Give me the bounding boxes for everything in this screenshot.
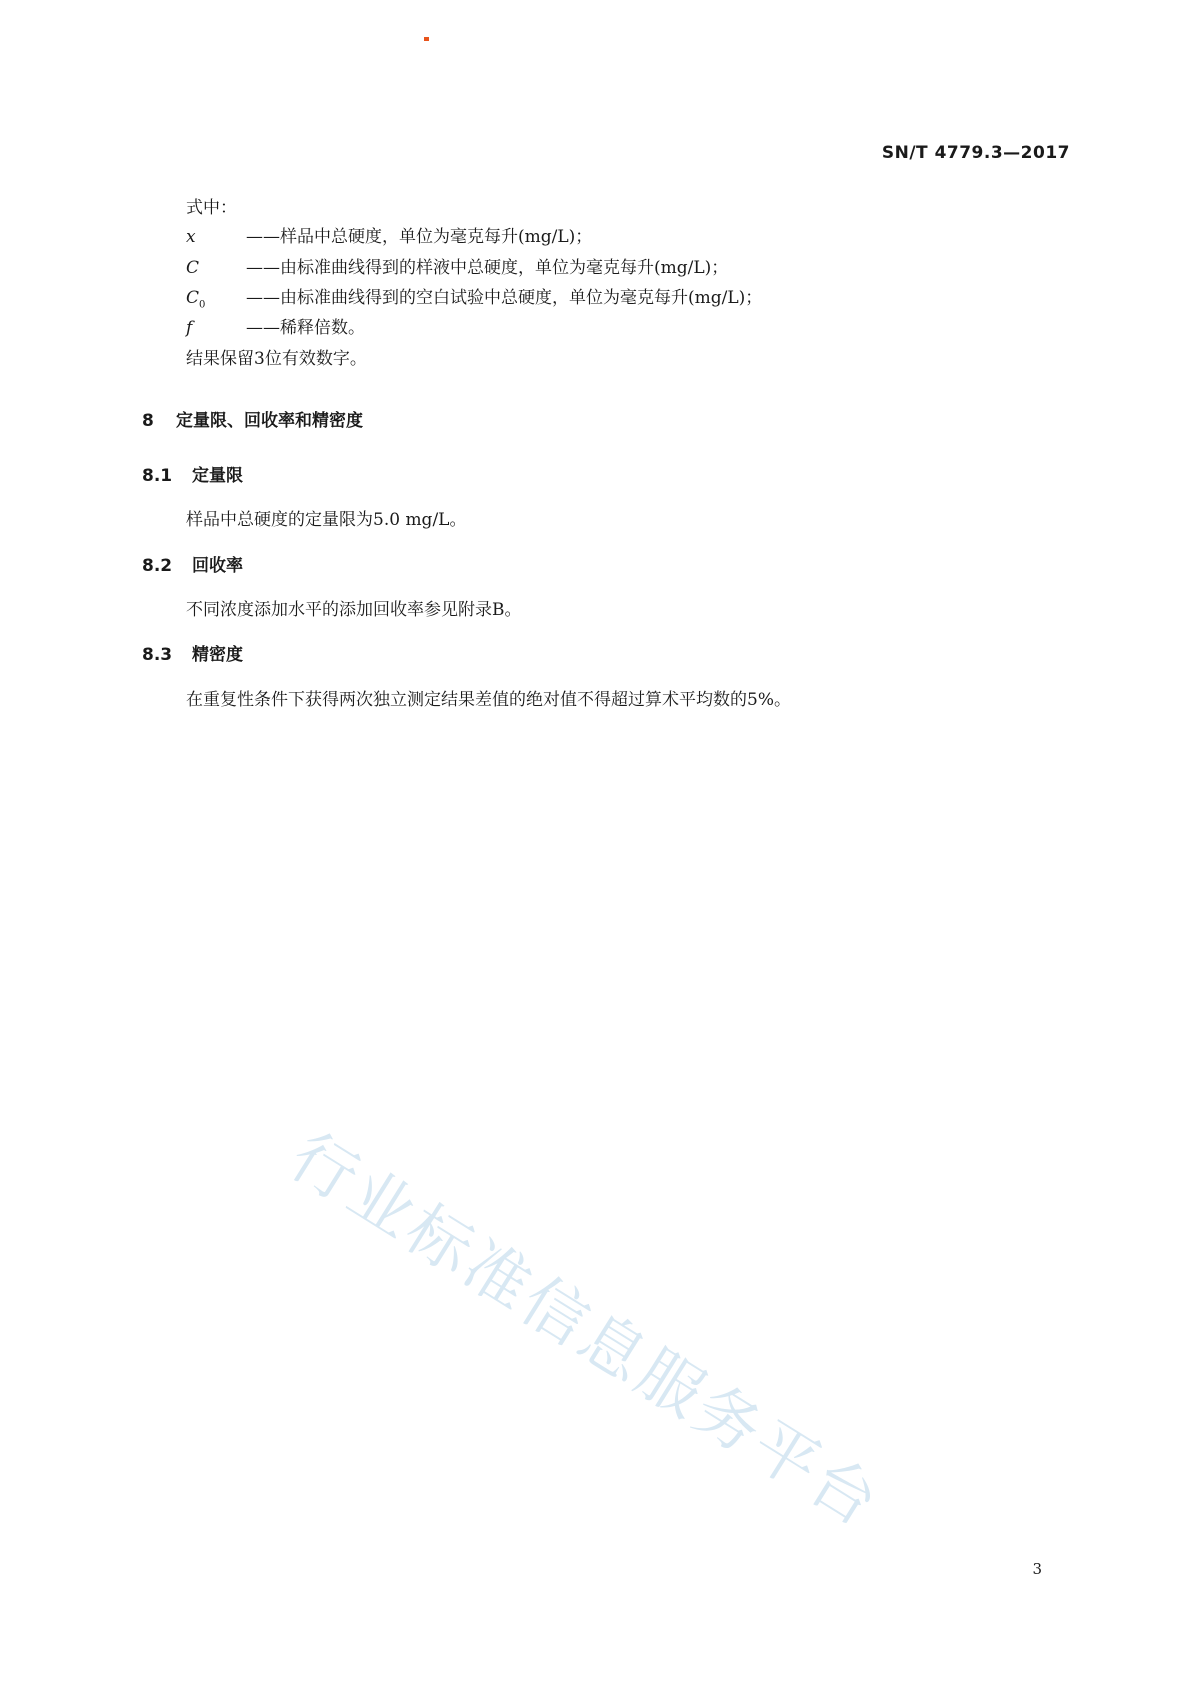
section-8-1-text: 样品中总硬度的定量限为5.0 mg/L。 — [186, 510, 467, 530]
section-8-heading: 8 定量限、回收率和精密度 — [142, 411, 363, 431]
desc-x: ——样品中总硬度，单位为毫克每升(mg/L)； — [246, 227, 593, 247]
section-8-2-text: 不同浓度添加水平的添加回收率参见附录B。 — [186, 600, 522, 620]
symbol-f: f — [186, 318, 193, 338]
where-item-c0 — [186, 287, 762, 316]
result-note: 结果保留3位有效数字。 — [186, 349, 367, 369]
page-number: 3 — [1032, 1560, 1042, 1578]
symbol-c0: $C_0$ — [186, 288, 206, 311]
where-item-f — [186, 317, 365, 339]
corner-mark — [424, 37, 429, 41]
desc-c0: ——由标准曲线得到的空白试验中总硬度，单位为毫克每升(mg/L)； — [246, 288, 763, 308]
section-8-2-heading: 8.2 回收率 — [142, 556, 243, 576]
section-8-3-title: 精密度 — [192, 645, 243, 665]
desc-f: ——稀释倍数。 — [246, 318, 365, 338]
desc-c: ——由标准曲线得到的样液中总硬度，单位为毫克每升(mg/L)； — [246, 258, 729, 278]
where-item-x — [186, 226, 592, 248]
section-8-1-title: 定量限 — [192, 466, 243, 486]
section-8-1-heading: 8.1 定量限 — [142, 466, 243, 486]
section-8-3-heading: 8.3 精密度 — [142, 645, 243, 665]
watermark: 行业标准信息服务平台 — [277, 1119, 894, 1543]
where-item-c — [186, 257, 728, 279]
section-8-2-title: 回收率 — [192, 556, 243, 576]
symbol-x: x — [186, 227, 196, 247]
standard-code: SN/T 4779.3—2017 — [881, 143, 1070, 163]
where-intro: 式中： — [186, 198, 237, 218]
symbol-c: C — [186, 258, 200, 278]
section-8-3-text: 在重复性条件下获得两次独立测定结果差值的绝对值不得超过算术平均数的5%。 — [186, 690, 791, 710]
section-8-title: 定量限、回收率和精密度 — [176, 411, 363, 431]
